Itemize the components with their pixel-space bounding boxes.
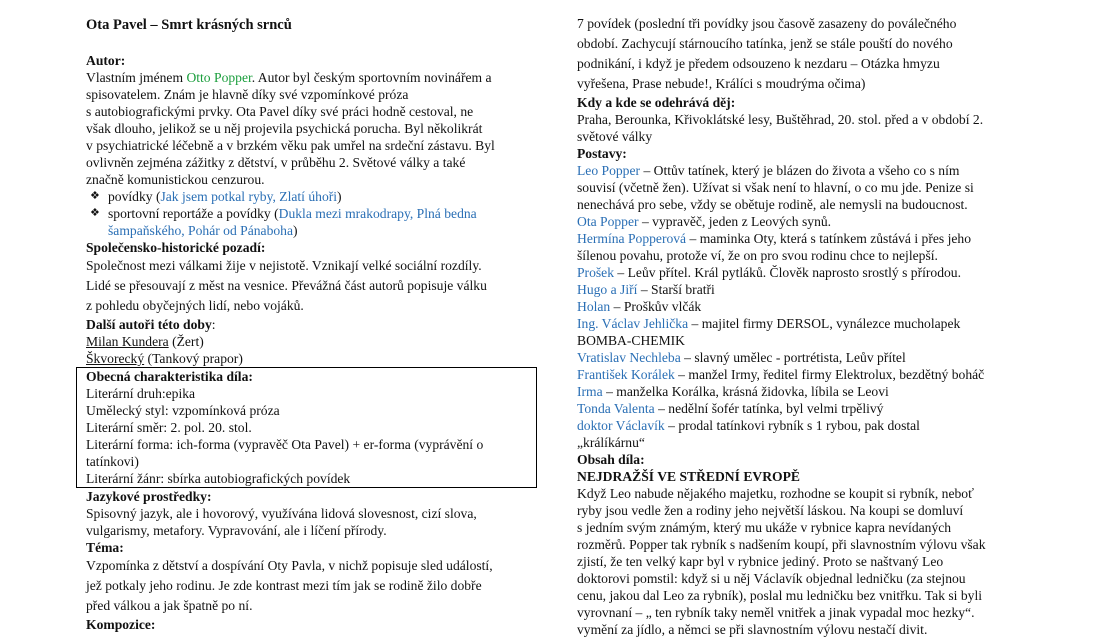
character-line: nenechává pro sebe, vždy se obětuje rodině, ale nemysli na budoucnost. [577,197,968,212]
text: – Proškův vlčák [610,299,702,314]
box-line: Literární forma: ich-forma (vypravěč Ota Pavel) + er-forma (vyprávění o [86,437,484,452]
story-line: doktorovi pomstil: když si u něj Václavík objednal ledničku (za stejnou [577,571,966,586]
story-heading: NEJDRAŽŠÍ VE STŘEDNÍ EVROPĚ [577,469,800,484]
text: – majitel firmy DERSOL, vynálezce mucholapek [688,316,961,331]
author-line: v psychiatrické léčebně a v brzkém věku pak umřel na srdeční zástavu. Byl [86,138,495,153]
works-bullet [86,188,538,205]
composition-line: 7 povídek (poslední tři povídky jsou časově zasazeny do poválečného [577,16,957,31]
character-entry [577,383,1027,400]
right-column [577,0,1027,638]
text: – nedělní šofér tatínka, byl velmi trpělivý [654,401,884,416]
text: Vlastním jménem [86,70,187,85]
box-line: tatínkovi) [86,454,139,469]
character-name: Hermína Popperová [577,231,687,246]
setting-heading: Kdy a kde se odehrává děj: [577,95,736,110]
text: . Autor byl českým sportovním novinářem a [251,70,492,85]
character-name: Leo Popper [577,163,641,178]
character-line: „králíkárnu“ [577,435,645,450]
character-entry [577,417,1027,434]
text: – vypravěč, jeden z Leových synů. [638,214,832,229]
language-line: Spisovný jazyk, ale i hovorový, využívána lidová slovesnost, cizí slova, [86,506,477,521]
author-line: s autobiografickými prvky. Ota Pavel díky své práci hodně cestoval, ne [86,104,474,119]
character-name: František Korálek [577,367,675,382]
text: – maminka Oty, která s tatínkem zůstává i přes jeho [686,231,971,246]
text: ) [337,189,342,204]
character-name: Ota Popper [577,214,639,229]
works-titles: šampaňského, Pohár od Pánaboha [108,223,293,238]
diamond-bullet-icon: ❖ [90,207,100,219]
theme-line: před válkou a jak špatně po ní. [86,598,253,613]
text: – prodal tatínkovi rybník s 1 rybou, pak dostal [664,418,920,433]
text: – manžel Irmy, ředitel firmy Elektrolux, bezdětný boháč [674,367,985,382]
composition-line: podnikání, i když je předem odsouzeno k nezdaru – Otázka hmyzu [577,56,940,71]
author-line: značně komunistickou cenzurou. [86,172,265,187]
characteristics-box [76,367,537,488]
story-line: Když Leo nabude nějakého majetku, rozhodne se koupit si rybník, neboť [577,486,974,501]
story-line: vymění za jídlo, a němci se při slavnostním výlovu nestačí divit. [577,622,928,637]
text: – manželka Korálka, krásná židovka, líbila se Leovi [602,384,889,399]
language-line: vulgarismy, metafory. Vypravování, ale i líčení přírody. [86,523,387,538]
works-titles: Dukla mezi mrakodrapy, Plná bedna [278,206,477,221]
other-authors-heading [86,316,538,333]
text: – Starší bratři [637,282,715,297]
setting-line: Praha, Berounka, Křivoklátské lesy, Buštěhrad, 20. stol. před a v období 2. [577,112,984,127]
story-line: ryby jsou vedle žen a rodiny jeho největší láskou. Na koupi se domluví [577,503,964,518]
theme-line: jež potkaly jeho rodinu. Je zde kontrast mezi tím jak se rodině žilo dobře [86,578,482,593]
character-name: Prošek [577,265,615,280]
box-line: Literární směr: 2. pol. 20. stol. [86,420,252,435]
composition-line: vyřešena, Prase nebude!, Králíci s moudrýma očima) [577,76,866,91]
text: ) [293,223,298,238]
character-name: doktor Václavík [577,418,665,433]
works-titles: Jak jsem potkal ryby, Zlatí úhoři [160,189,338,204]
character-entry [577,281,1027,298]
text: : [211,317,216,332]
text: – Ottův tatínek, který je blázen do života a všeho co s ním [640,163,960,178]
text: – slavný umělec - portrétista, Leův přítel [680,350,906,365]
author-line [86,69,538,86]
character-name: Tonda Valenta [577,401,655,416]
other-author [86,350,538,367]
text: sportovní reportáže a povídky ( [108,206,279,221]
character-entry [577,349,1027,366]
character-name: Vratislav Nechleba [577,350,681,365]
diamond-bullet-icon: ❖ [90,190,100,202]
character-line: BOMBA-CHEMIK [577,333,685,348]
author-name: Milan Kundera [86,334,169,349]
composition-line: období. Zachycují stárnoucího tatínka, jenž se stále pouští do nového [577,36,953,51]
character-entry [577,230,1027,247]
character-name: Hugo a Jiří [577,282,638,297]
author-real-name: Otto Popper [186,70,252,85]
composition-heading: Kompozice: [86,617,156,632]
character-name: Holan [577,299,611,314]
story-line: zjistí, že ten velký kapr byl v rybnice jediný. Proto se naštvaný Leo [577,554,944,569]
theme-heading: Téma: [86,540,124,555]
character-entry [577,366,1027,383]
character-line: šílenou povahu, protože ví, že on pro svou rodinu chce to nejlepší. [577,248,938,263]
box-line: Literární žánr: sbírka autobiografických povídek [86,471,351,486]
text: – Leův přítel. Král pytláků. Člověk naprosto srostlý s přírodou. [614,265,961,280]
character-entry [577,298,1027,315]
character-entry [577,213,1027,230]
author-name: Škvorecký [86,351,145,366]
theme-line: Vzpomínka z dětství a dospívání Oty Pavla, v nichž popisuje sled událostí, [86,558,493,573]
character-entry [577,400,1027,417]
author-line: ovlivněn zejména zážitky z dětství, v průběhu 2. Světové války a také [86,155,466,170]
characters-heading: Postavy: [577,146,627,161]
character-line: souvisí (včetně žen). Užívat si však není to hlavní, o co mu jde. Penize si [577,180,974,195]
left-column [86,0,538,633]
social-heading: Společensko-historické pozadí: [86,240,266,255]
social-line: Lidé se přesouvají z měst na vesnice. Převážná část autorů popisuje válku [86,278,487,293]
character-entry [577,162,1027,179]
box-line: Literární druh:epika [86,386,196,401]
author-line: spisovatelem. Znám je hlavně díky své vzpomínkové próza [86,87,409,102]
setting-line: světové války [577,129,653,144]
character-entry [577,315,1027,332]
text: Další autoři této doby [86,317,212,332]
text: (Tankový prapor) [144,351,243,366]
story-line: rozměrů. Popper tak rybník s nadšením koupí, při slavnostním výlovu však [577,537,986,552]
language-heading: Jazykové prostředky: [86,489,212,504]
character-entry [577,264,1027,281]
box-heading: Obecná charakteristika díla: [86,369,253,384]
social-line: z pohledu obyčejných lidí, nebo vojáků. [86,298,304,313]
author-heading: Autor: [86,53,126,68]
social-line: Společnost mezi válkami žije v nejistotě. Vznikají velké sociální rozdíly. [86,258,482,273]
works-bullet [86,205,538,222]
document-title: Ota Pavel – Smrt krásných srnců [86,17,292,33]
story-line: s jedním svým známým, který mu ukáže v rybnice kapra nevídaných [577,520,952,535]
text: (Žert) [168,334,204,349]
story-line: vyrovnaní – „ ten rybník taky neměl vnitřek a jinak vypadal moc hezky“. [577,605,975,620]
character-name: Ing. Václav Jehlička [577,316,689,331]
text: povídky ( [108,189,161,204]
story-line: cenu, jakou dal Leo za rybník), poslal mu ledničku bez vnitřku. Tak si byli [577,588,982,603]
box-line: Umělecký styl: vzpomínková próza [86,403,280,418]
content-heading: Obsah díla: [577,452,645,467]
author-line: však dlouho, jelikož se u něj projevila psychická porucha. Byl několikrát [86,121,483,136]
character-name: Irma [577,384,603,399]
works-bullet-continued [86,222,538,239]
other-author [86,333,538,350]
